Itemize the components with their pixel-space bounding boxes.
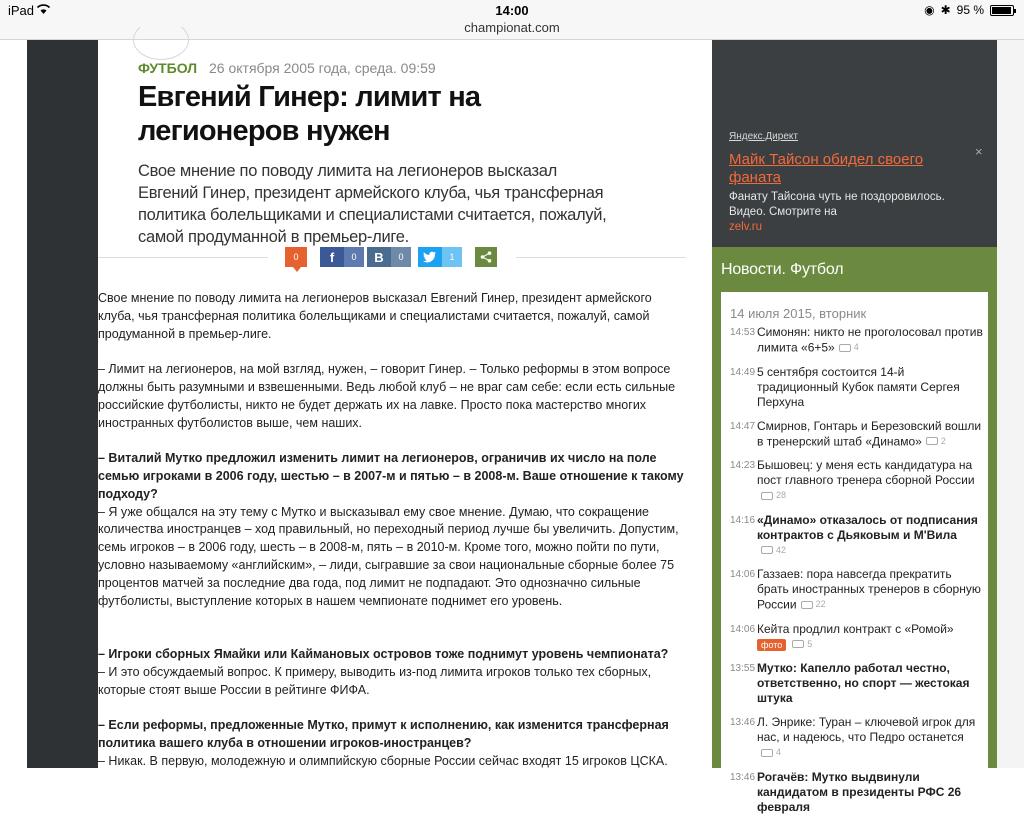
news-item[interactable]	[730, 513, 984, 559]
news-headline-text: Газзаев: пора навсегда прекратить брать иностранных тренеров в сборную России	[757, 567, 981, 612]
ad-title-link[interactable]: Майк Тайсон обидел своего фаната	[729, 151, 924, 186]
news-time: 13:55	[730, 663, 756, 674]
left-rail	[27, 40, 98, 768]
author-avatar	[133, 20, 189, 60]
comment-count[interactable]	[761, 745, 781, 760]
comment-icon	[801, 601, 813, 609]
vk-count: 0	[391, 247, 411, 267]
news-item[interactable]	[730, 325, 984, 356]
facebook-icon: f	[329, 249, 335, 265]
news-heading[interactable]: Новости. Футбол	[721, 261, 844, 278]
news-headline-text: Симонян: никто не проголосовал против лимита «6+5»	[757, 325, 983, 355]
news-headline[interactable]	[757, 622, 984, 653]
news-item[interactable]	[730, 419, 984, 450]
twitter-share-button[interactable]	[418, 247, 462, 267]
facebook-share-button[interactable]	[320, 247, 364, 267]
divider	[98, 257, 268, 258]
news-headline-text: Кейта продлил контракт с «Ромой»	[757, 621, 954, 636]
comment-count-value: 4	[776, 747, 782, 757]
interview-answer: – Никак. В первую, молодежную и олимпийскую сборные России сейчас входят 15 игроков ЦСКА.	[98, 753, 668, 768]
vk-icon: В	[374, 249, 384, 265]
ad-domain-link[interactable]: zelv.ru	[729, 221, 763, 233]
news-item[interactable]	[730, 622, 984, 653]
comment-icon	[926, 437, 938, 445]
comment-count[interactable]	[761, 488, 786, 503]
comment-count-value: 4	[853, 342, 859, 352]
news-headline[interactable]	[757, 365, 984, 410]
comment-count[interactable]	[839, 340, 859, 355]
news-time: 14:06	[730, 623, 756, 635]
comment-count[interactable]	[761, 543, 786, 558]
news-time: 14:23	[730, 460, 756, 471]
news-panel	[721, 292, 988, 814]
photo-badge: фото	[757, 639, 786, 651]
news-time: 14:53	[730, 327, 756, 338]
comment-icon	[792, 640, 804, 648]
status-right	[924, 3, 1014, 17]
news-headline[interactable]	[757, 661, 984, 706]
comment-count-value: 42	[776, 544, 787, 555]
close-icon[interactable]: ×	[975, 144, 983, 159]
news-item[interactable]	[730, 661, 984, 706]
spacer	[98, 628, 688, 646]
comment-icon	[761, 546, 773, 554]
comment-count[interactable]	[926, 434, 946, 449]
article-date: 26 октября 2005 года, среда. 09:59	[209, 60, 436, 76]
battery-icon	[990, 5, 1014, 16]
news-headline-text: 5 сентября состоится 14-й традиционный Кубок памяти Сергея Перхуна	[757, 364, 960, 409]
article-body	[98, 290, 688, 771]
news-headline-text: Л. Энрике: Туран – ключевой игрок для нас, и надеюсь, что Педро останется	[757, 715, 976, 744]
news-item[interactable]	[730, 567, 984, 613]
news-headline-text: Мутко: Капелло работал честно, ответственно, но спорт — жестокая штука	[757, 661, 970, 705]
battery-percent: 95 %	[956, 3, 984, 17]
divider	[516, 257, 686, 258]
interview-question: – Если реформы, предложенные Мутко, примут к исполнению, как изменится трансферная политика вашего клуба в отношении игроков-иностранцев?	[98, 718, 669, 750]
comment-count-value: 28	[776, 490, 787, 500]
news-time: 13:46	[730, 717, 756, 728]
interview-question: – Виталий Мутко предложил изменить лимит на легионеров, ограничив их число на поле семью игроками в 2006 году, шестью – в 2007-м и пятью – в 2008-м. Ваше отношение к такому подходу?	[98, 451, 684, 501]
right-gutter	[997, 40, 1024, 768]
share-icon	[475, 247, 497, 267]
comment-count-value: 22	[815, 599, 826, 609]
clock: 14:00	[495, 3, 529, 18]
news-headline-text: Рогачёв: Мутко выдвинули кандидатом в президенты РФС 26 февраля	[757, 769, 962, 814]
news-date: 14 июля 2015, вторник	[730, 306, 867, 321]
article-meta	[138, 60, 436, 76]
category-link[interactable]: ФУТБОЛ	[138, 60, 198, 76]
address-bar-url[interactable]: championat.com	[464, 20, 560, 35]
right-top-banner	[712, 40, 997, 122]
news-item[interactable]	[730, 365, 984, 410]
news-item[interactable]	[730, 715, 984, 761]
comment-count[interactable]	[792, 637, 812, 652]
ad-label[interactable]: Яндекс.Директ	[729, 131, 798, 142]
news-headline[interactable]	[757, 513, 984, 559]
article-title: Евгений Гинер: лимит на легионеров нужен	[138, 81, 481, 147]
twitter-icon	[418, 247, 442, 267]
news-headline[interactable]	[757, 715, 984, 761]
comment-icon	[761, 492, 773, 500]
comment-count-value: 5	[807, 638, 813, 649]
news-headline[interactable]	[757, 458, 984, 504]
comments-count-button[interactable]	[285, 247, 307, 267]
interview-answer: – И это обсуждаемый вопрос. К примеру, выводить из-под лимита игроков только тех сборных, которые стоят выше России в рейтинге ФИФА.	[98, 664, 652, 697]
facebook-count: 0	[344, 247, 364, 267]
ad-text: Фанату Тайсона чуть не поздоровилось. Видео. Смотрите на	[729, 191, 945, 218]
interview-answer: – Я уже общался на эту тему с Мутко и высказывал ему свое мнение. Думаю, что сокращение количества иностранцев – ход правильный, но переходный период лучше бы увеличить. Допустим, семь игроков – в 2006 году, шесть – в 2008-м, пять – в 2010-м. Кроме того, можно пойти по пути, условно называемому «английским», – лиди, сыгравшие за свои национальные сборные более 75 процентов матчей за последние два года, под лимит не подпадают. Это однозначно сильные футболисты, выступление которых в нашем чемпионате поднимет его уровень.	[98, 504, 679, 608]
news-headline-text: Смирнов, Гонтарь и Березовский вошли в тренерский штаб «Динамо»	[757, 418, 982, 448]
interview-question: – Игроки сборных Ямайки или Каймановых островов тоже поднимут уровень чемпионата?	[98, 646, 669, 661]
news-headline[interactable]	[757, 325, 984, 356]
vk-share-button[interactable]	[367, 247, 411, 267]
news-headline[interactable]	[757, 419, 984, 450]
news-time: 14:16	[730, 514, 756, 526]
news-time: 13:46	[730, 771, 756, 783]
comment-count-value: 2	[940, 435, 946, 446]
news-headline-text: Бышовец: у меня есть кандидатура на пост главного тренера сборной России	[757, 458, 975, 487]
device-name: iPad	[8, 3, 35, 18]
article-lead: Свое мнение по поводу лимита на легионеров высказал Евгений Гинер, президент армейского клуба, чья трансферная политика болельщиками и специалистами считается, пожалуй, самой продуманной в премьер-лиге.	[138, 162, 607, 246]
news-list	[730, 325, 984, 824]
comments-count: 0	[293, 252, 299, 262]
news-item[interactable]	[730, 458, 984, 504]
news-headline[interactable]	[757, 770, 984, 815]
twitter-count: 1	[442, 247, 462, 267]
share-button[interactable]	[475, 247, 497, 267]
orientation-lock-icon: ◉	[924, 3, 935, 17]
bluetooth-icon: ✱	[940, 3, 951, 17]
news-item[interactable]	[730, 770, 984, 815]
comment-count[interactable]	[801, 597, 826, 612]
comment-icon	[761, 749, 773, 757]
news-headline-text: «Динамо» отказалось от подписания контрактов с Дьяковым и М'Вила	[757, 512, 978, 542]
news-time: 14:06	[730, 569, 756, 580]
article-paragraph: Свое мнение по поводу лимита на легионеров высказал Евгений Гинер, президент армейского клуба, чья трансферная политика болельщиками и специалистами считается, пожалуй, самой продуманной в премьер-лиге.	[98, 291, 652, 341]
news-time: 14:47	[730, 420, 756, 432]
article-paragraph: – Лимит на легионеров, на мой взгляд, нужен, – говорит Гинер. – Только реформы в этом вопросе должны быть разумными и взвешенными. Ведь любой клуб – не враг сам себе: если есть сильные российские футболисты, никто не будет держать их на лавке. Просто пока мастерство многих иностранных футболистов выше, чем наших.	[98, 362, 676, 430]
news-time: 14:49	[730, 366, 756, 378]
comment-icon	[839, 344, 851, 352]
news-headline[interactable]	[757, 567, 984, 613]
